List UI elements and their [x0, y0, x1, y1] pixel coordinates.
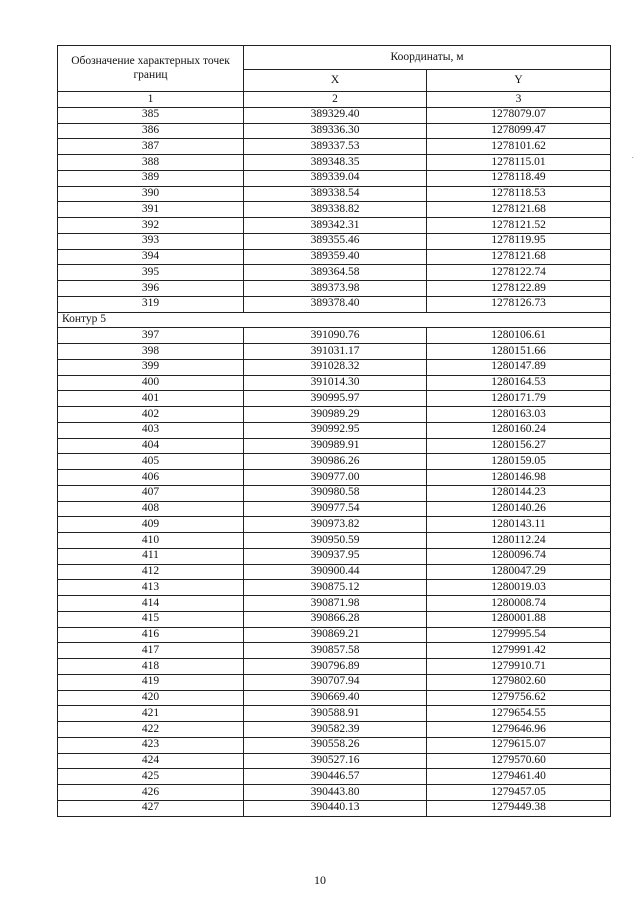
- x-coordinate-cell: 390857.58: [244, 643, 427, 659]
- y-coordinate-cell: 1278118.53: [427, 186, 611, 202]
- y-coordinate-cell: 1280106.61: [427, 328, 611, 344]
- table-row: [58, 501, 611, 517]
- point-number-cell: 411: [58, 548, 244, 564]
- x-coordinate-cell: 390900.44: [244, 564, 427, 580]
- point-number-cell: 405: [58, 454, 244, 470]
- table-row: [58, 155, 611, 171]
- x-coordinate-cell: 390937.95: [244, 548, 427, 564]
- x-coordinate-cell: 390973.82: [244, 517, 427, 533]
- coordinates-table: [57, 45, 611, 817]
- point-number-cell: 419: [58, 674, 244, 690]
- x-coordinate-cell: 390446.57: [244, 769, 427, 785]
- column-number-1: 1: [58, 92, 244, 108]
- table-row: [58, 611, 611, 627]
- y-coordinate-cell: 1279646.96: [427, 722, 611, 738]
- point-number-cell: 394: [58, 249, 244, 265]
- y-coordinate-cell: 1278079.07: [427, 107, 611, 123]
- point-number-cell: 396: [58, 281, 244, 297]
- x-coordinate-cell: 390558.26: [244, 737, 427, 753]
- table-row: [58, 627, 611, 643]
- y-coordinate-cell: 1280112.24: [427, 533, 611, 549]
- x-coordinate-cell: 389378.40: [244, 296, 427, 312]
- y-coordinate-cell: 1278121.68: [427, 202, 611, 218]
- point-number-cell: 423: [58, 737, 244, 753]
- y-coordinate-cell: 1278101.62: [427, 139, 611, 155]
- y-coordinate-cell: 1279756.62: [427, 690, 611, 706]
- point-number-cell: 421: [58, 706, 244, 722]
- y-coordinate-cell: 1280019.03: [427, 580, 611, 596]
- y-coordinate-cell: 1280171.79: [427, 391, 611, 407]
- x-coordinate-cell: 391028.32: [244, 359, 427, 375]
- x-coordinate-cell: 390995.97: [244, 391, 427, 407]
- table-row: [58, 785, 611, 801]
- coordinates-header: Координаты, м: [244, 46, 611, 70]
- x-coordinate-cell: 390977.54: [244, 501, 427, 517]
- point-number-cell: 393: [58, 233, 244, 249]
- x-coordinate-cell: 390588.91: [244, 706, 427, 722]
- point-number-cell: 422: [58, 722, 244, 738]
- point-number-cell: 387: [58, 139, 244, 155]
- y-coordinate-cell: 1280156.27: [427, 438, 611, 454]
- table-row: [58, 454, 611, 470]
- table-row: [58, 517, 611, 533]
- x-coordinate-cell: 390986.26: [244, 454, 427, 470]
- column-number-3: 3: [427, 92, 611, 108]
- x-coordinate-cell: 390707.94: [244, 674, 427, 690]
- point-number-cell: 424: [58, 753, 244, 769]
- x-coordinate-cell: 390871.98: [244, 596, 427, 612]
- y-coordinate-cell: 1280143.11: [427, 517, 611, 533]
- y-coordinate-cell: 1279802.60: [427, 674, 611, 690]
- table-row: [58, 737, 611, 753]
- y-coordinate-cell: 1279457.05: [427, 785, 611, 801]
- x-coordinate-cell: 390443.80: [244, 785, 427, 801]
- x-coordinate-cell: 391090.76: [244, 328, 427, 344]
- x-coordinate-cell: 390992.95: [244, 422, 427, 438]
- table-row: [58, 485, 611, 501]
- x-coordinate-cell: 389342.31: [244, 218, 427, 234]
- point-number-cell: 414: [58, 596, 244, 612]
- point-number-cell: 388: [58, 155, 244, 171]
- point-number-cell: 412: [58, 564, 244, 580]
- x-coordinate-cell: 390875.12: [244, 580, 427, 596]
- table-body-part2: [58, 328, 611, 816]
- table-row: [58, 533, 611, 549]
- table-row: [58, 422, 611, 438]
- point-number-cell: 406: [58, 470, 244, 486]
- x-coordinate-cell: 391014.30: [244, 375, 427, 391]
- y-coordinate-cell: 1278126.73: [427, 296, 611, 312]
- point-number-cell: 413: [58, 580, 244, 596]
- table-row: [58, 296, 611, 312]
- table-row: [58, 265, 611, 281]
- table-row: [58, 564, 611, 580]
- y-coordinate-cell: 1280151.66: [427, 344, 611, 360]
- y-coordinate-cell: 1280096.74: [427, 548, 611, 564]
- contour-label: Контур 5: [58, 312, 611, 328]
- x-coordinate-cell: 390950.59: [244, 533, 427, 549]
- y-coordinate-cell: 1279910.71: [427, 659, 611, 675]
- y-coordinate-cell: 1280008.74: [427, 596, 611, 612]
- column-number-2: 2: [244, 92, 427, 108]
- table-row: [58, 328, 611, 344]
- x-coordinate-cell: 389373.98: [244, 281, 427, 297]
- x-coordinate-cell: 390869.21: [244, 627, 427, 643]
- table-row: [58, 706, 611, 722]
- point-number-cell: 397: [58, 328, 244, 344]
- point-number-cell: 404: [58, 438, 244, 454]
- table-row: [58, 281, 611, 297]
- table-row: [58, 548, 611, 564]
- table-row: [58, 643, 611, 659]
- point-number-cell: 392: [58, 218, 244, 234]
- table-row: [58, 659, 611, 675]
- page-number: 10: [314, 873, 326, 887]
- point-number-cell: 426: [58, 785, 244, 801]
- x-coordinate-cell: 390440.13: [244, 800, 427, 816]
- y-coordinate-cell: 1279615.07: [427, 737, 611, 753]
- table-row: [58, 123, 611, 139]
- x-coordinate-cell: 390989.29: [244, 407, 427, 423]
- x-coordinate-cell: 389359.40: [244, 249, 427, 265]
- x-coordinate-cell: 390866.28: [244, 611, 427, 627]
- y-coordinate-cell: 1278122.74: [427, 265, 611, 281]
- y-coordinate-cell: 1280140.26: [427, 501, 611, 517]
- y-coordinate-cell: 1280001.88: [427, 611, 611, 627]
- x-coordinate-cell: 390669.40: [244, 690, 427, 706]
- x-coordinate-cell: 391031.17: [244, 344, 427, 360]
- y-coordinate-cell: 1279991.42: [427, 643, 611, 659]
- x-coordinate-cell: 389348.35: [244, 155, 427, 171]
- y-coordinate-cell: 1280146.98: [427, 470, 611, 486]
- point-number-cell: 391: [58, 202, 244, 218]
- contour-section: [58, 312, 611, 328]
- point-number-cell: 415: [58, 611, 244, 627]
- y-coordinate-cell: 1278118.49: [427, 170, 611, 186]
- y-coordinate-cell: 1278121.52: [427, 218, 611, 234]
- table-row: [58, 391, 611, 407]
- point-number-cell: 409: [58, 517, 244, 533]
- point-number-cell: 417: [58, 643, 244, 659]
- table-body-part1: [58, 107, 611, 312]
- table-row: [58, 753, 611, 769]
- point-number-cell: 402: [58, 407, 244, 423]
- x-coordinate-cell: 389364.58: [244, 265, 427, 281]
- x-coordinate-cell: 389336.30: [244, 123, 427, 139]
- point-number-cell: 427: [58, 800, 244, 816]
- y-coordinate-cell: 1279461.40: [427, 769, 611, 785]
- table-row: [58, 139, 611, 155]
- x-header: X: [244, 70, 427, 92]
- point-number-cell: 407: [58, 485, 244, 501]
- point-number-cell: 390: [58, 186, 244, 202]
- point-number-cell: 425: [58, 769, 244, 785]
- x-coordinate-cell: 389338.54: [244, 186, 427, 202]
- y-coordinate-cell: 1279995.54: [427, 627, 611, 643]
- table-row: [58, 800, 611, 816]
- table-row: [58, 249, 611, 265]
- point-number-cell: 418: [58, 659, 244, 675]
- point-number-cell: 416: [58, 627, 244, 643]
- table-row: [58, 596, 611, 612]
- point-number-cell: 400: [58, 375, 244, 391]
- y-coordinate-cell: 1280144.23: [427, 485, 611, 501]
- point-number-cell: 399: [58, 359, 244, 375]
- y-coordinate-cell: 1280159.05: [427, 454, 611, 470]
- y-coordinate-cell: 1279570.60: [427, 753, 611, 769]
- point-number-cell: 389: [58, 170, 244, 186]
- table-row: [58, 407, 611, 423]
- table-row: [58, 674, 611, 690]
- x-coordinate-cell: 389329.40: [244, 107, 427, 123]
- y-coordinate-cell: 1278099.47: [427, 123, 611, 139]
- point-number-cell: 420: [58, 690, 244, 706]
- point-designation-header: Обозначение характерных точек границ: [58, 46, 244, 92]
- x-coordinate-cell: 389339.04: [244, 170, 427, 186]
- table-row: [58, 580, 611, 596]
- table-row: [58, 170, 611, 186]
- table-row: [58, 470, 611, 486]
- table-row: [58, 202, 611, 218]
- table-row: [58, 107, 611, 123]
- y-coordinate-cell: 1279654.55: [427, 706, 611, 722]
- table-row: [58, 769, 611, 785]
- y-header: Y: [427, 70, 611, 92]
- point-number-cell: 386: [58, 123, 244, 139]
- point-number-cell: 403: [58, 422, 244, 438]
- x-coordinate-cell: 389337.53: [244, 139, 427, 155]
- table-row: [58, 233, 611, 249]
- table-row: [58, 359, 611, 375]
- table-row: [58, 375, 611, 391]
- x-coordinate-cell: 389338.82: [244, 202, 427, 218]
- x-coordinate-cell: 389355.46: [244, 233, 427, 249]
- x-coordinate-cell: 390989.91: [244, 438, 427, 454]
- table-header: [58, 46, 611, 108]
- y-coordinate-cell: 1278121.68: [427, 249, 611, 265]
- table-row: [58, 722, 611, 738]
- x-coordinate-cell: 390980.58: [244, 485, 427, 501]
- y-coordinate-cell: 1278119.95: [427, 233, 611, 249]
- point-number-cell: 319: [58, 296, 244, 312]
- table-row: [58, 438, 611, 454]
- y-coordinate-cell: 1280047.29: [427, 564, 611, 580]
- point-number-cell: 408: [58, 501, 244, 517]
- point-number-cell: 410: [58, 533, 244, 549]
- point-number-cell: 401: [58, 391, 244, 407]
- x-coordinate-cell: 390977.00: [244, 470, 427, 486]
- table-row: [58, 218, 611, 234]
- y-coordinate-cell: 1280164.53: [427, 375, 611, 391]
- point-number-cell: 395: [58, 265, 244, 281]
- point-number-cell: 398: [58, 344, 244, 360]
- table-row: [58, 186, 611, 202]
- y-coordinate-cell: 1280160.24: [427, 422, 611, 438]
- x-coordinate-cell: 390582.39: [244, 722, 427, 738]
- x-coordinate-cell: 390796.89: [244, 659, 427, 675]
- y-coordinate-cell: 1278115.01: [427, 155, 611, 171]
- x-coordinate-cell: 390527.16: [244, 753, 427, 769]
- y-coordinate-cell: 1280163.03: [427, 407, 611, 423]
- table-row: [58, 690, 611, 706]
- edge-mark: .: [631, 151, 634, 160]
- point-number-cell: 385: [58, 107, 244, 123]
- y-coordinate-cell: 1279449.38: [427, 800, 611, 816]
- table-row: [58, 344, 611, 360]
- y-coordinate-cell: 1280147.89: [427, 359, 611, 375]
- y-coordinate-cell: 1278122.89: [427, 281, 611, 297]
